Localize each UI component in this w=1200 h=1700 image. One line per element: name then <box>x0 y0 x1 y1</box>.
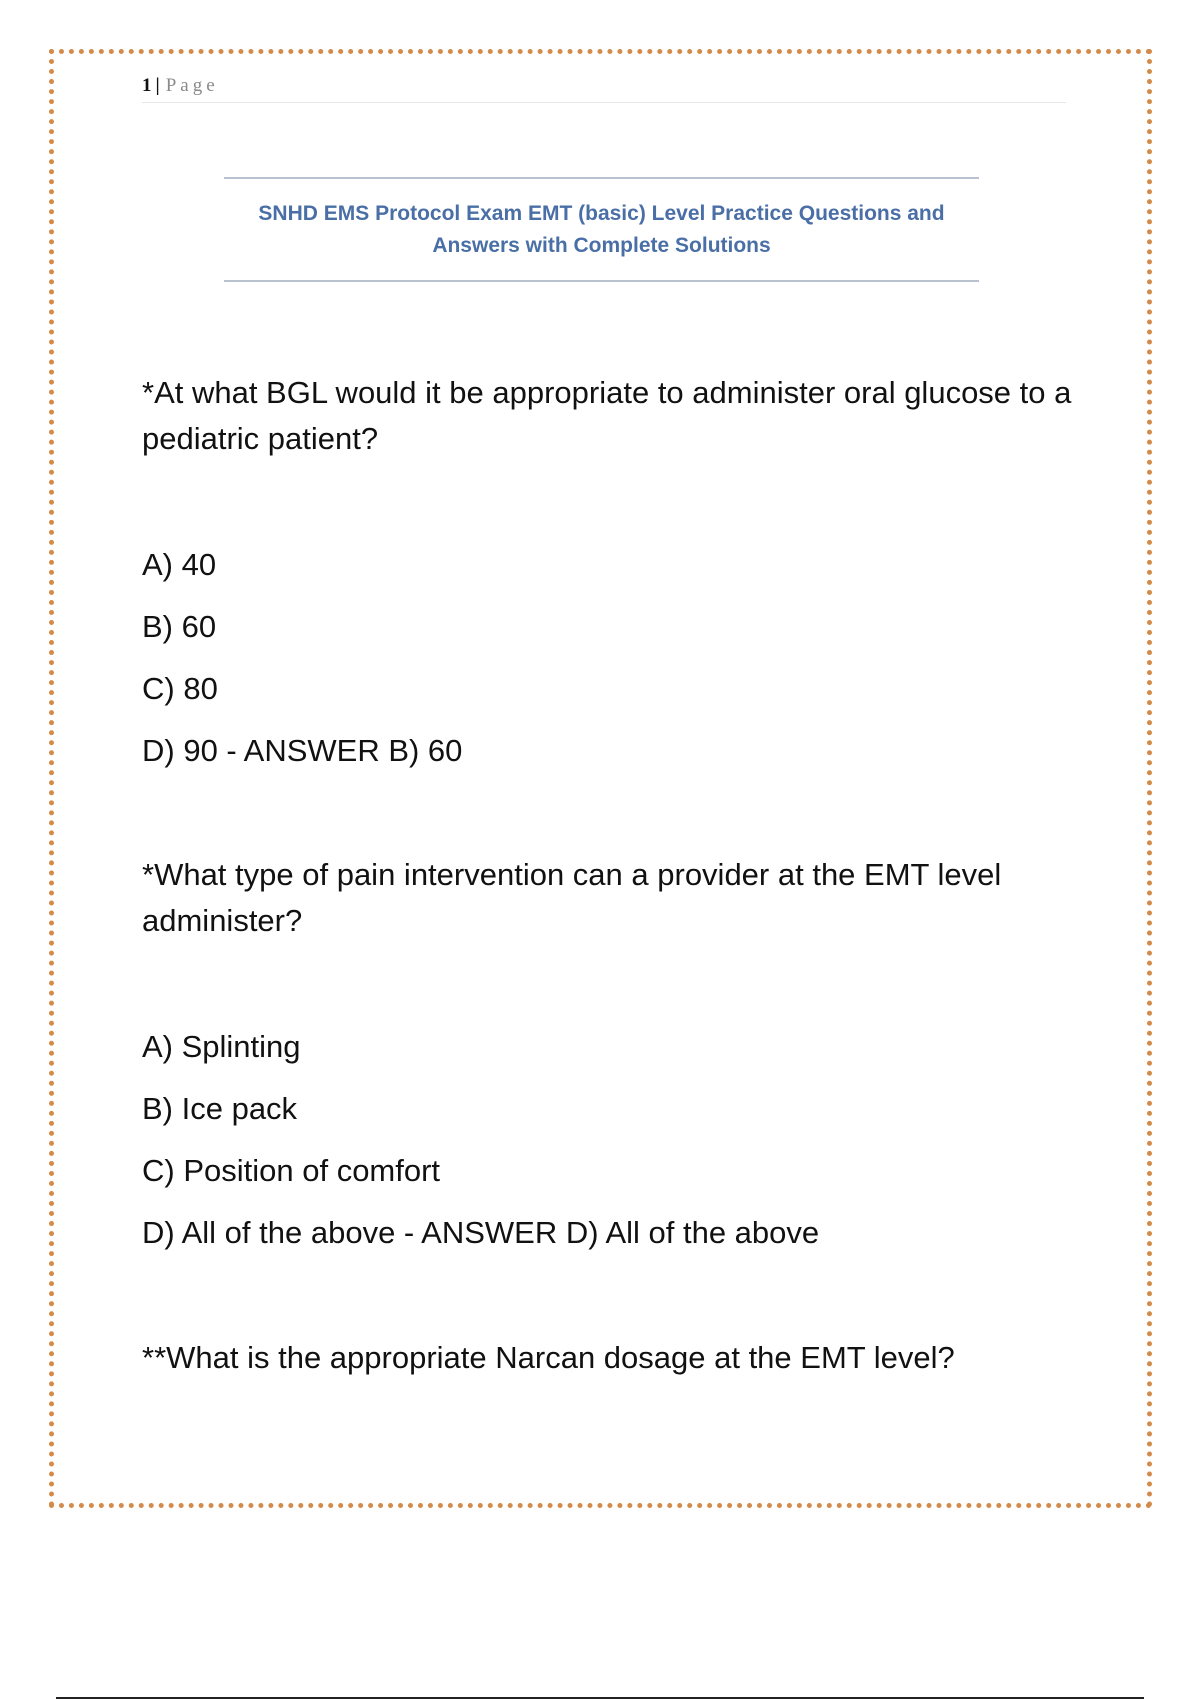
page-border <box>49 49 1152 1508</box>
footer-rule <box>56 1697 1144 1699</box>
document-title-line-2: Answers with Complete Solutions <box>432 234 771 257</box>
question-1-option-a: A) 40 <box>142 547 217 582</box>
document-title <box>224 198 979 262</box>
page-label: Page <box>165 75 219 96</box>
page-number: 1 <box>142 75 152 96</box>
page-separator: | <box>155 75 160 96</box>
question-2-option-a: A) Splinting <box>142 1029 301 1064</box>
question-2-text: *What type of pain intervention can a provider at the EMT level administer? <box>142 857 1002 938</box>
page-header <box>142 72 1066 103</box>
question-1-option-c: C) 80 <box>142 671 218 706</box>
title-rule-top <box>224 177 979 179</box>
question-1-text: *At what BGL would it be appropriate to administer oral glucose to a pediatric patient? <box>142 375 1072 456</box>
document-title-line-1: SNHD EMS Protocol Exam EMT (basic) Level Practice Questions and <box>258 202 945 225</box>
title-rule-bottom <box>224 280 979 282</box>
question-1-option-d-answer: D) 90 - ANSWER B) 60 <box>142 733 463 768</box>
question-2-option-d-answer: D) All of the above - ANSWER D) All of the above <box>142 1215 820 1250</box>
question-3-text: **What is the appropriate Narcan dosage at the EMT level? <box>142 1340 955 1375</box>
question-1-option-b: B) 60 <box>142 609 217 644</box>
question-2-option-c: C) Position of comfort <box>142 1153 441 1188</box>
question-2-option-b: B) Ice pack <box>142 1091 298 1126</box>
